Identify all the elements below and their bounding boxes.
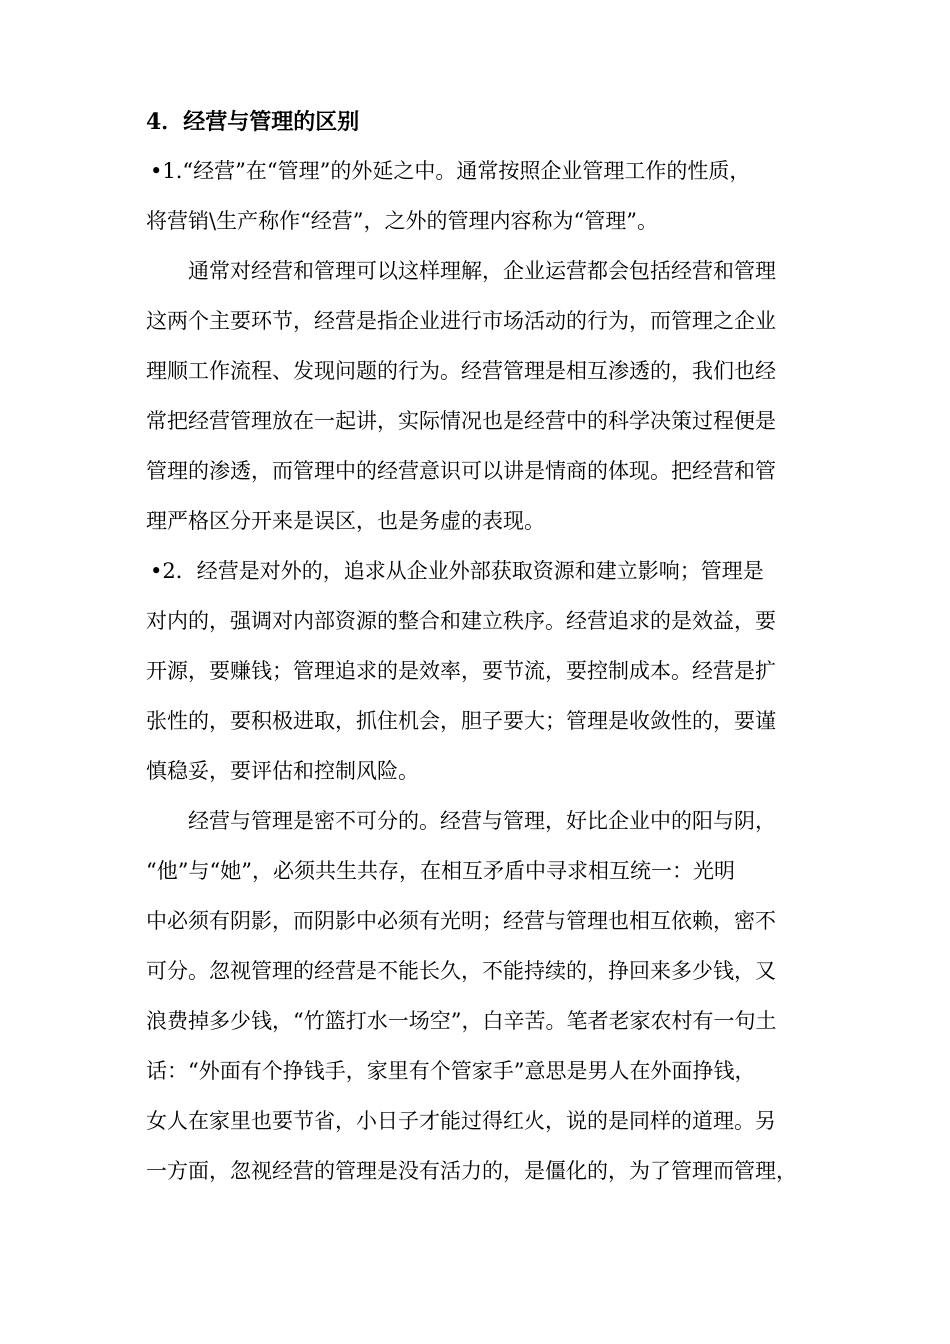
text-line: 慎稳妥，要评估和控制风险。 (146, 759, 419, 783)
paragraph-2 (146, 246, 818, 546)
text-line: •2．经营是对外的，追求从企业外部获取资源和建立影响；管理是 (150, 559, 764, 583)
paragraph-4 (146, 796, 818, 1196)
text-line: 对内的，强调对内部资源的整合和建立秩序。经营追求的是效益，要 (146, 609, 776, 633)
text-line: 将营销\生产称作“经营”，之外的管理内容称为“管理”。 (146, 209, 659, 233)
text-line: 经营与管理是密不可分的。经营与管理，好比企业中的阳与阴， (188, 809, 776, 833)
text-line: 常把经营管理放在一起讲，实际情况也是经营中的科学决策过程便是 (146, 409, 776, 433)
text-line: 管理的渗透，而管理中的经营意识可以讲是情商的体现。把经营和管 (146, 459, 776, 483)
text-line: 中必须有阴影，而阴影中必须有光明；经营与管理也相互依赖，密不 (146, 909, 776, 933)
paragraph-3 (146, 546, 818, 796)
text-line: 女人在家里也要节省，小日子才能过得红火，说的是同样的道理。另 (146, 1109, 776, 1133)
text-line: 张性的，要积极进取，抓住机会，胆子要大；管理是收敛性的，要谨 (146, 709, 776, 733)
text-line: “他”与“她”，必须共生共存，在相互矛盾中寻求相互统一：光明 (146, 859, 735, 883)
paragraph-1 (146, 146, 818, 246)
text-line: 这两个主要环节，经营是指企业进行市场活动的行为，而管理之企业 (146, 309, 776, 333)
text-line: 开源，要赚钱；管理追求的是效率，要节流，要控制成本。经营是扩 (146, 659, 776, 683)
section-heading: 4．经营与管理的区别 (146, 109, 360, 135)
text-line: 一方面，忽视经营的管理是没有活力的，是僵化的，为了管理而管理， (146, 1159, 797, 1183)
text-line: 通常对经营和管理可以这样理解，企业运营都会包括经营和管理 (188, 259, 776, 283)
text-line: •1.“经营”在“管理”的外延之中。通常按照企业管理工作的性质， (150, 159, 751, 183)
text-line: 可分。忽视管理的经营是不能长久，不能持续的，挣回来多少钱，又 (146, 959, 776, 983)
text-line: 理顺工作流程、发现问题的行为。经营管理是相互渗透的，我们也经 (146, 359, 776, 383)
text-line: 话：“外面有个挣钱手，家里有个管家手”意思是男人在外面挣钱， (146, 1059, 756, 1083)
text-line: 浪费掉多少钱，“竹篮打水一场空”，白辛苦。笔者老家农村有一句土 (146, 1009, 777, 1033)
text-line: 理严格区分开来是误区，也是务虚的表现。 (146, 509, 545, 533)
